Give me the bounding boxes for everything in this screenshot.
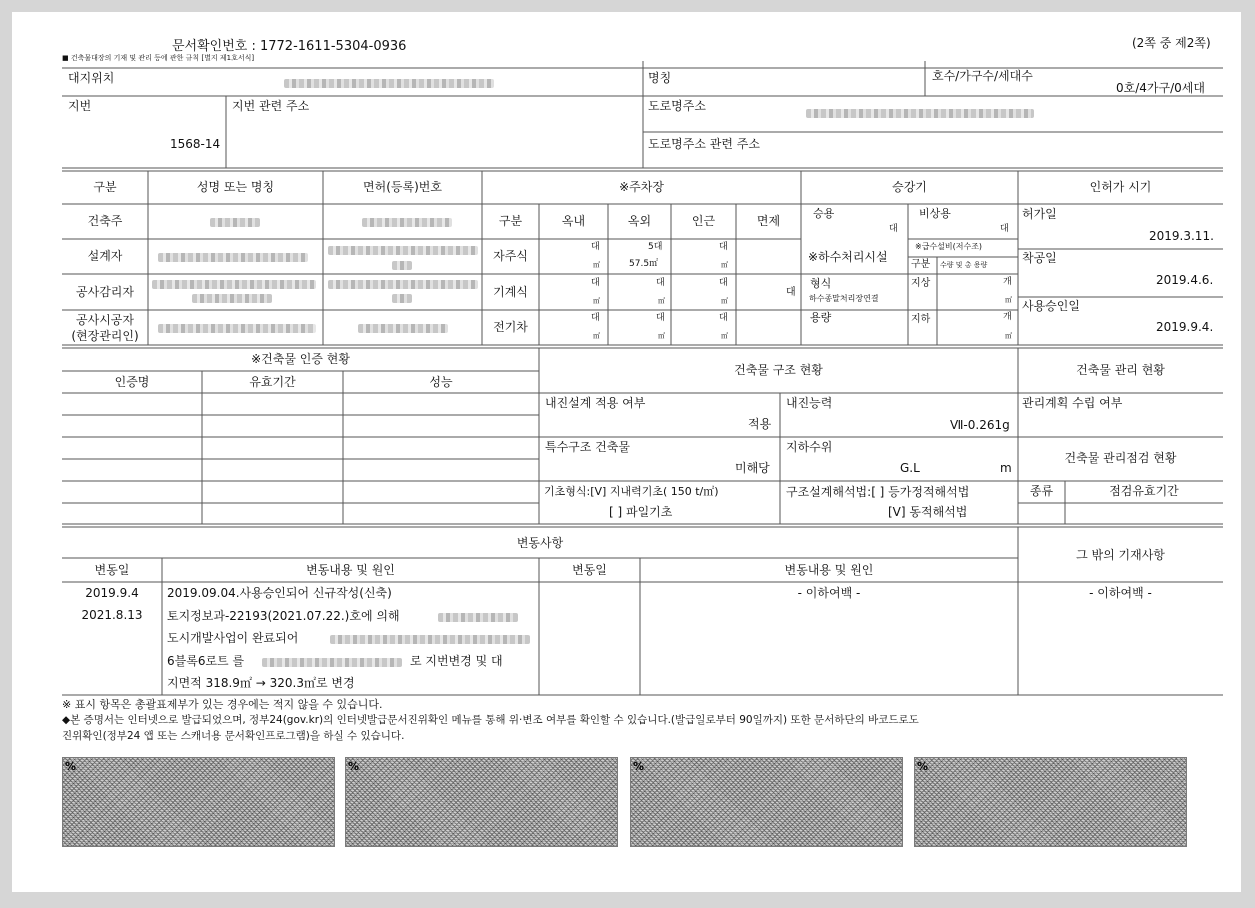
road-related-address-label: 도로명주소 관련 주소 xyxy=(648,137,760,151)
parking-nearby-header: 인근 xyxy=(691,214,716,228)
ev-outdoor-area: ㎡ xyxy=(658,332,665,340)
redacted-designer-license xyxy=(328,246,478,255)
parking-exempt-header: 면제 xyxy=(756,214,781,228)
notice-line-2: 진위확인(정부24 앱 또는 스캐너용 문서확인프로그램)을 하실 수 있습니다. xyxy=(62,730,405,742)
owner-label: 건축주 xyxy=(87,214,123,228)
water-above-count-unit: 개 xyxy=(1003,277,1012,287)
parking-title: ※주차장 xyxy=(619,180,664,194)
notice-line-1: ◆본 증명서는 인터넷으로 발급되었으며, 정부24(gov.kr)의 인터넷발급문서진위확인 메뉴를 통해 위·변조 여부를 확인할 수 있습니다.(발급일로부터 90일까지) 또한 문서하단의 바코드로도 xyxy=(62,714,919,726)
people-division-header: 구분 xyxy=(93,180,117,194)
special-structure-label: 특수구조 건축물 xyxy=(545,440,630,454)
ev-indoor-area: ㎡ xyxy=(593,332,600,340)
elevator-title: 승강기 xyxy=(892,180,927,194)
start-date-label: 착공일 xyxy=(1022,251,1057,265)
water-below-count-unit: 개 xyxy=(1003,312,1012,322)
self-indoor-count: 대 xyxy=(591,242,600,252)
barcode-3 xyxy=(630,757,903,847)
approval-date-value: 2019.9.4. xyxy=(1156,320,1214,334)
lot-related-address-label: 지번 관련 주소 xyxy=(232,99,310,113)
water-division-label: 구분 xyxy=(911,259,931,270)
mech-outdoor-count: 대 xyxy=(656,278,665,288)
ev-indoor-count: 대 xyxy=(591,313,600,323)
redacted-owner-name xyxy=(210,218,260,227)
foundation-type-line1: 기초형식:[V] 지내력기초( 150 t/㎡) xyxy=(544,485,719,498)
self-outdoor-area: 57.5㎡ xyxy=(629,259,659,269)
units-value: 0호/4가구/0세대 xyxy=(1116,81,1205,95)
management-plan-label: 관리계획 수립 여부 xyxy=(1022,396,1123,410)
site-location-label: 대지위치 xyxy=(68,71,115,85)
regulation-caption: ■ 건축물대장의 기재 및 관리 등에 관한 규칙 [별지 제1호서식] xyxy=(62,54,255,62)
redacted-supervisor-name-2 xyxy=(192,294,272,303)
designer-label: 설계자 xyxy=(87,249,123,263)
seismic-design-label: 내진설계 적용 여부 xyxy=(545,396,646,410)
self-nearby-area: ㎡ xyxy=(721,261,728,269)
self-outdoor-count: 5대 xyxy=(648,242,663,252)
sewage-type-label: 형식 xyxy=(810,277,832,290)
barcode-1 xyxy=(62,757,335,847)
barcode-corner-icon: % xyxy=(917,760,929,773)
seismic-capacity-value: Ⅶ-0.261g xyxy=(950,418,1010,432)
sewage-capacity-label: 용량 xyxy=(810,311,832,324)
change-content-header: 변동내용 및 원인 xyxy=(306,563,395,577)
ev-outdoor-count: 대 xyxy=(656,313,665,323)
change-date-2: 2021.8.13 xyxy=(81,608,143,622)
redacted-constructor-license xyxy=(358,324,448,333)
redacted-supervisor-license-2 xyxy=(392,294,412,303)
inspection-title: 건축물 관리점검 현황 xyxy=(1064,451,1177,465)
water-below-label: 지하 xyxy=(911,314,931,325)
other-notes-title: 그 밖의 기재사항 xyxy=(1076,548,1165,562)
units-label: 호수/가구수/세대수 xyxy=(932,69,1033,83)
change-line-5: 지면적 318.9㎡ → 320.3㎡로 변경 xyxy=(167,676,355,690)
redacted-change-line-2 xyxy=(438,613,518,622)
barcode-corner-icon: % xyxy=(633,760,645,773)
elevator-emergency-unit: 대 xyxy=(1000,224,1009,234)
page-indicator: (2쪽 중 제2쪽) xyxy=(1132,36,1211,50)
supervisor-label: 공사감리자 xyxy=(76,285,134,299)
certification-title: ※건축물 인증 현황 xyxy=(251,352,350,366)
ev-nearby-area: ㎡ xyxy=(721,332,728,340)
elevator-passenger-unit: 대 xyxy=(889,224,898,234)
redacted-road-address xyxy=(806,109,1034,118)
other-notes-blank-mark: - 이하여백 - xyxy=(1089,586,1152,600)
redacted-owner-license xyxy=(362,218,452,227)
barcode-corner-icon: % xyxy=(348,760,360,773)
water-supply-label: ※급수설비(저수조) xyxy=(915,242,983,251)
barcode-corner-icon: % xyxy=(65,760,77,773)
barcode-4 xyxy=(914,757,1187,847)
change-line-2: 토지정보과-22193(2021.07.22.)호에 의해 xyxy=(167,609,400,623)
certification-performance-header: 성능 xyxy=(429,375,453,389)
change-line-1: 2019.09.04.사용승인되어 신규작성(신축) xyxy=(167,586,392,600)
mech-outdoor-area: ㎡ xyxy=(658,297,665,305)
building-name-label: 명칭 xyxy=(648,71,672,85)
groundwater-value: G.L xyxy=(900,461,920,475)
people-license-header: 면허(등록)번호 xyxy=(363,180,442,194)
change-line-4b: 로 지번변경 및 대 xyxy=(410,654,503,668)
mech-nearby-area: ㎡ xyxy=(721,297,728,305)
redacted-change-line-3 xyxy=(330,635,530,644)
document-confirmation-number: 문서확인번호 : 1772-1611-5304-0936 xyxy=(172,39,407,54)
structure-title: 건축물 구조 현황 xyxy=(734,363,823,377)
change-content-header-2: 변동내용 및 원인 xyxy=(784,563,874,577)
certification-name-header: 인증명 xyxy=(114,375,150,389)
start-date-value: 2019.4.6. xyxy=(1156,273,1214,287)
sewage-title: ※하수처리시설 xyxy=(808,250,888,264)
elevator-emergency-label: 비상용 xyxy=(919,207,951,220)
parking-exempt-value: 대 xyxy=(786,287,796,298)
redacted-supervisor-name xyxy=(152,280,316,289)
changes-blank-mark: - 이하여백 - xyxy=(797,586,861,600)
constructor-label: 공사시공자 xyxy=(76,313,134,327)
redacted-constructor-name xyxy=(158,324,316,333)
permit-date-label: 허가일 xyxy=(1022,207,1057,221)
footnote: ※ 표시 항목은 총괄표제부가 있는 경우에는 적지 않을 수 있습니다. xyxy=(62,698,383,711)
water-above-area-unit: ㎡ xyxy=(1005,296,1012,304)
analysis-method-line2: [V] 동적해석법 xyxy=(888,505,968,519)
parking-division-header: 구분 xyxy=(498,214,523,228)
water-below-area-unit: ㎡ xyxy=(1005,332,1012,340)
mech-indoor-count: 대 xyxy=(591,278,600,288)
seismic-design-value: 적용 xyxy=(748,417,772,431)
change-date-header: 변동일 xyxy=(94,563,130,577)
analysis-method-line1: 구조설계해석법:[ ] 등가정적해석법 xyxy=(786,485,970,499)
redacted-designer-license-2 xyxy=(392,261,412,270)
inspection-kind-header: 종류 xyxy=(1029,484,1054,498)
change-date-1: 2019.9.4 xyxy=(85,586,139,600)
water-capacity-label: 수량 및 총 용량 xyxy=(940,261,988,269)
approval-date-label: 사용승인일 xyxy=(1022,299,1080,313)
elevator-passenger-label: 승용 xyxy=(813,207,835,220)
inspection-validity-header: 점검유효기간 xyxy=(1109,484,1179,498)
change-line-4a: 6블록6로트 를 xyxy=(167,654,245,668)
changes-title: 변동사항 xyxy=(516,536,564,550)
parking-self-label: 자주식 xyxy=(493,249,528,263)
groundwater-label: 지하수위 xyxy=(786,440,833,454)
lot-number-label: 지번 xyxy=(68,99,92,113)
lot-number-value: 1568-14 xyxy=(170,137,221,151)
change-line-3: 도시개발사업이 완료되어 xyxy=(167,631,299,645)
site-manager-label: (현장관리인) xyxy=(71,329,139,343)
people-name-header: 성명 또는 명칭 xyxy=(196,180,275,194)
change-date-header-2: 변동일 xyxy=(572,563,607,577)
certification-validity-header: 유효기간 xyxy=(249,375,296,389)
barcode-2 xyxy=(345,757,618,847)
parking-outdoor-header: 옥외 xyxy=(627,214,652,228)
permit-title: 인허가 시기 xyxy=(1089,180,1152,194)
parking-mechanical-label: 기계식 xyxy=(493,285,528,299)
self-nearby-count: 대 xyxy=(719,242,728,252)
redacted-site-location xyxy=(284,79,494,88)
permit-date-value: 2019.3.11. xyxy=(1149,229,1214,243)
groundwater-unit: m xyxy=(1000,461,1012,475)
road-address-label: 도로명주소 xyxy=(648,99,706,113)
sewage-type-value: 하수종말처리장연결 xyxy=(809,294,879,303)
seismic-capacity-label: 내진능력 xyxy=(786,396,833,410)
parking-indoor-header: 옥내 xyxy=(561,214,586,228)
special-structure-value: 미해당 xyxy=(735,461,770,475)
management-title: 건축물 관리 현황 xyxy=(1076,363,1165,377)
redacted-designer-name xyxy=(158,253,308,262)
document-page xyxy=(12,12,1241,892)
redacted-change-line-4 xyxy=(262,658,402,667)
ev-nearby-count: 대 xyxy=(719,313,728,323)
redacted-supervisor-license xyxy=(328,280,478,289)
water-above-label: 지상 xyxy=(911,278,931,289)
mech-indoor-area: ㎡ xyxy=(593,297,600,305)
self-indoor-area: ㎡ xyxy=(593,261,600,269)
mech-nearby-count: 대 xyxy=(719,278,728,288)
foundation-type-line2: [ ] 파일기초 xyxy=(609,505,673,519)
parking-ev-label: 전기차 xyxy=(493,320,528,334)
